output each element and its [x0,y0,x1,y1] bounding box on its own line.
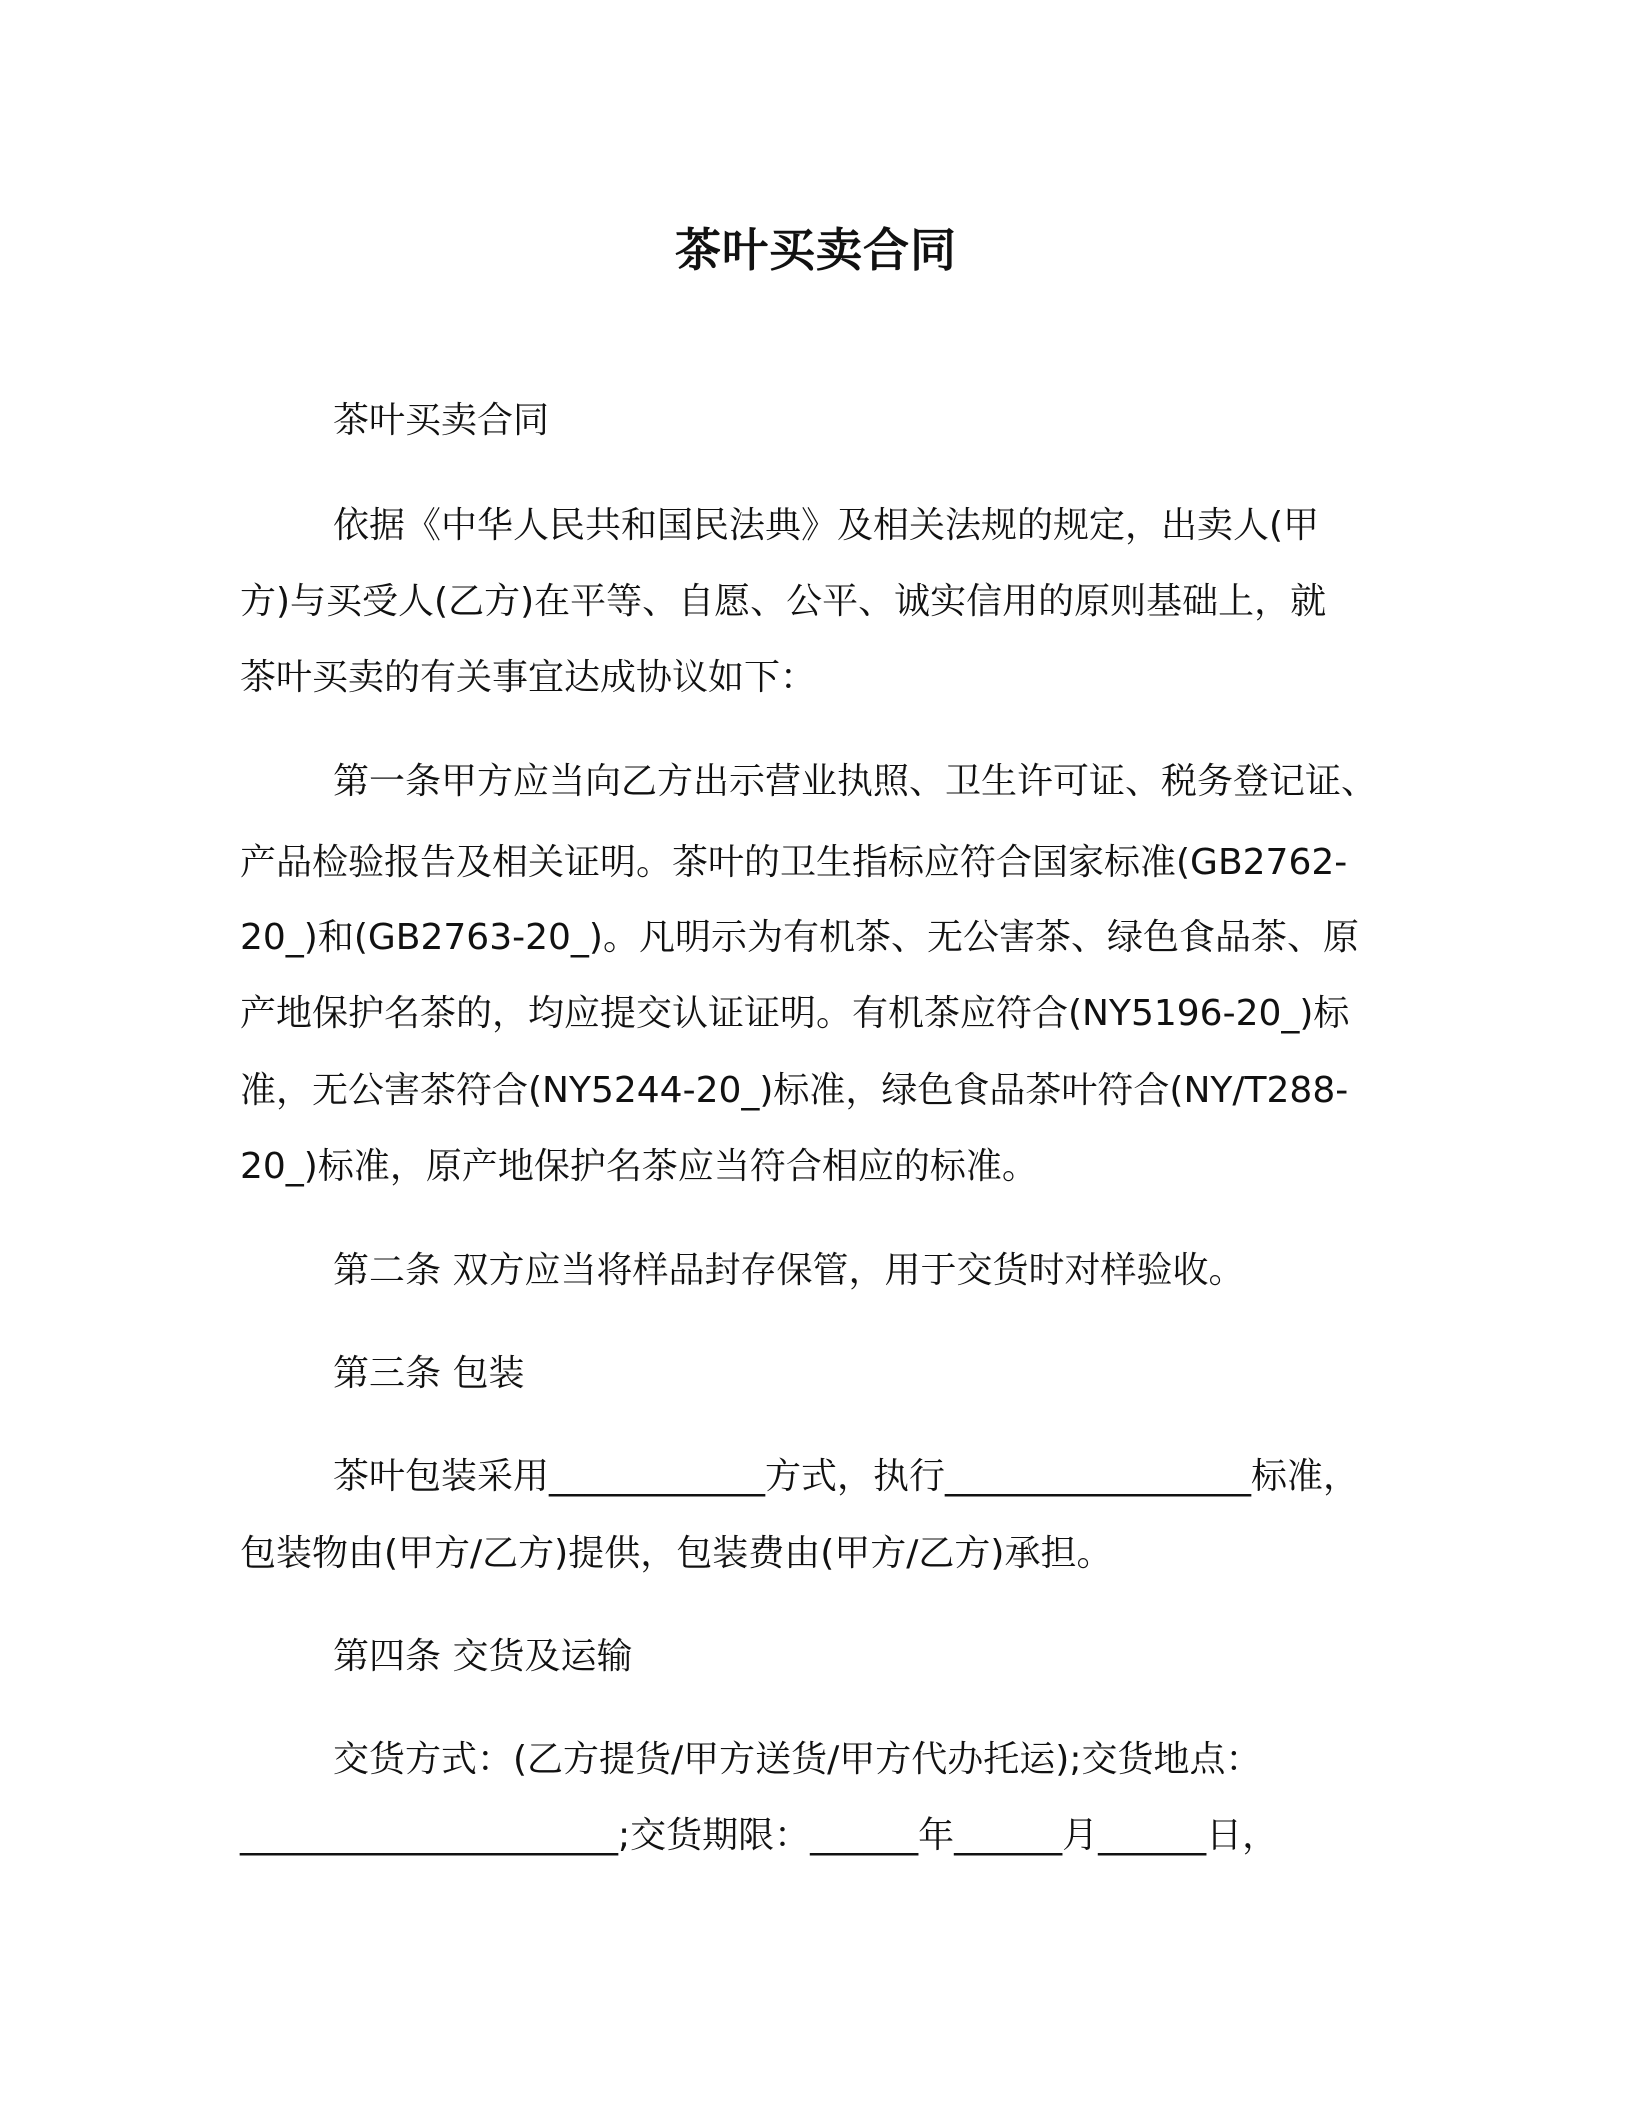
article-4-line: _____________________;交货期限：______年______月______日， [240,1815,1279,1856]
article-1-line: 准，无公害茶符合(NY5244-20_)标准，绿色食品茶叶符合(NY/T288- [240,1070,1349,1111]
subtitle-line: 茶叶买卖合同 [333,400,550,441]
article-4-heading: 第四条 交货及运输 [333,1636,633,1677]
article-3-line: 包装物由(甲方/乙方)提供，包装费由(甲方/乙方)承担。 [240,1533,1113,1574]
article-1-line: 产品检验报告及相关证明。茶叶的卫生指标应符合国家标准(GB2762- [240,842,1348,883]
article-3-heading: 第三条 包装 [333,1353,525,1394]
paragraph-line: 依据《中华人民共和国民法典》及相关法规的规定，出卖人(甲 [333,505,1320,546]
article-1-line: 第一条甲方应当向乙方出示营业执照、卫生许可证、税务登记证、 [333,761,1378,802]
article-4-line: 交货方式：(乙方提货/甲方送货/甲方代办托运);交货地点： [333,1739,1262,1780]
article-1-line: 产地保护名茶的，均应提交认证证明。有机茶应符合(NY5196-20_)标 [240,993,1350,1034]
article-1-line: 20_)标准，原产地保护名茶应当符合相应的标准。 [240,1146,1038,1187]
article-2-line: 第二条 双方应当将样品封存保管，用于交货时对样验收。 [333,1250,1245,1291]
paragraph-line: 方)与买受人(乙方)在平等、自愿、公平、诚实信用的原则基础上，就 [240,581,1327,622]
article-1-line: 20_)和(GB2763-20_)。凡明示为有机茶、无公害茶、绿色食品茶、原 [240,917,1359,958]
document-title: 茶叶买卖合同 [675,223,957,277]
article-3-line: 茶叶包装采用____________方式，执行_________________标准， [333,1456,1360,1497]
paragraph-line: 茶叶买卖的有关事宜达成协议如下： [240,657,817,698]
